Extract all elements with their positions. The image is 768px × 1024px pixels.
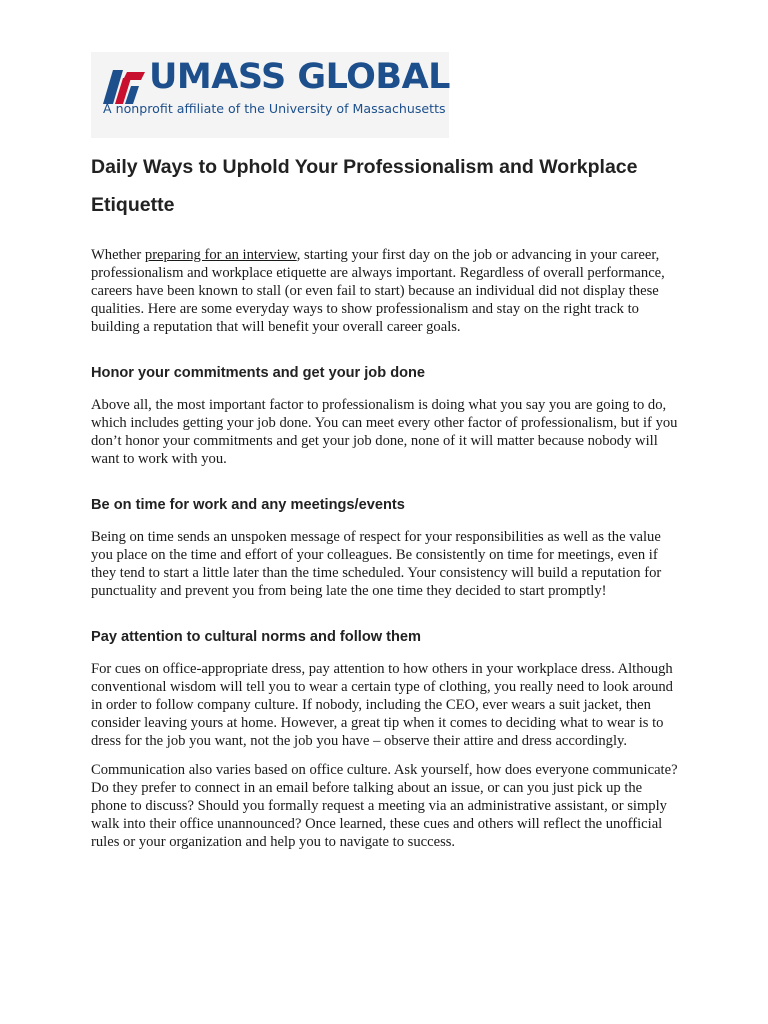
- article-body: [91, 148, 681, 878]
- section-paragraph: For cues on office-appropriate dress, pay attention to how others in your workplace dress. Although conventional wisdom will tell you to wear a certain type of clothing, you really need to look around in order to follow company culture. If nobody, including the CEO, ever wears a suit jacket, then consider leaving yours at home. However, a great tip when it comes to deciding what to wear is to dress for the job you want, not the job you have – observe their attire and dress accordingly.: [91, 661, 673, 749]
- section-paragraph: Being on time sends an unspoken message of respect for your responsibilities as well as the value you place on the time and effort of your colleagues. Be consistently on time for meetings, even if they tend to start a little later than the time scheduled. Your consistency will build a reputation for punctuality and prevent you from being late the one time they decided to start promptly!: [91, 529, 662, 599]
- logo-wordmark: UMASS GLOBAL: [149, 57, 450, 97]
- section-paragraph: Above all, the most important factor to professionalism is doing what you say you are going to do, which includes getting your job done. You can meet every other factor of professionalism, but if you don’t honor your commitments and get your job done, none of it will matter because nobody will want to work with you.: [91, 397, 678, 467]
- intro-paragraph: [91, 246, 681, 336]
- section-heading-commitments: Honor your commitments and get your job done: [91, 365, 426, 381]
- umass-shield-icon: [101, 66, 147, 106]
- interview-link[interactable]: preparing for an interview: [144, 247, 297, 263]
- article-title: Daily Ways to Uphold Your Professionalism and Workplace Etiquette: [91, 156, 638, 216]
- section-heading-on-time: Be on time for work and any meetings/events: [91, 497, 405, 513]
- intro-text-end: , starting your first day on the job or advancing in your career, professionalism and workplace etiquette are always important. Regardless of overall performance, careers have been known to stall (or even fail to start) because an individual did not display these qualities. Here are some everyday ways to show professionalism and stay on the right track to building a reputation that will benefit your overall career goals.: [91, 247, 665, 335]
- logo-tagline: A nonprofit affiliate of the University of Massachusetts: [103, 101, 446, 116]
- umass-global-logo: [91, 52, 449, 138]
- intro-text-start: Whether: [91, 247, 145, 263]
- section-heading-cultural-norms: Pay attention to cultural norms and follow them: [91, 629, 422, 645]
- section-paragraph: Communication also varies based on office culture. Ask yourself, how does everyone communicate? Do they prefer to connect in an email before talking about an issue, or can you just pick up the phone to discuss? Should you formally request a meeting via an administrative assistant, or simply walk into their office unannounced? Once learned, these cues and others will reflect the unofficial rules or your organization and help you to navigate to success.: [91, 762, 678, 850]
